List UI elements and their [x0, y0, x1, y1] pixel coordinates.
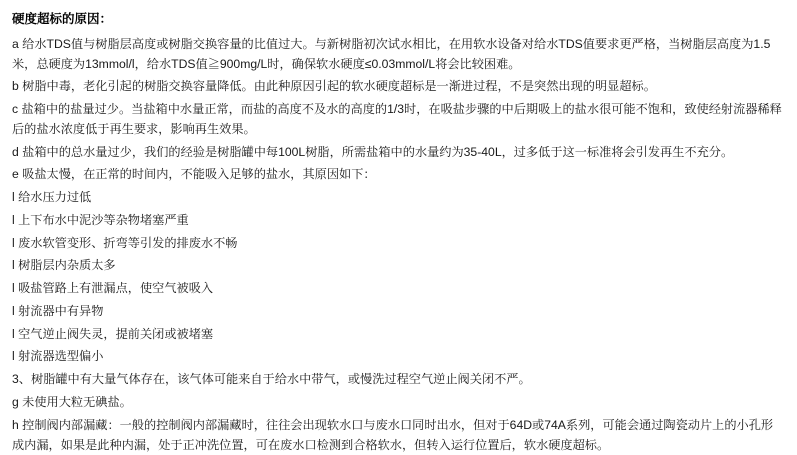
paragraph-c: c 盐箱中的盐量过少。当盐箱中水量正常，而盐的高度不及水的高度的1/3时，在吸盐步骤的中后期吸上的盐水很可能不饱和，致使经射流器稀释后的盐水浓度低于再生要求，影响再生效果。: [12, 102, 782, 136]
paragraph-b: b 树脂中毒，老化引起的树脂交换容量降低。由此种原因引起的软水硬度超标是一渐进过程，不是突然出现的明显超标。: [12, 79, 656, 94]
list-item: l 给水压力过低: [12, 190, 92, 205]
paragraph-e: e 吸盐太慢，在正常的时间内，不能吸入足够的盐水，其原因如下：: [12, 167, 376, 182]
paragraph-3: 3、树脂罐中有大量气体存在，该气体可能来自于给水中带气，或慢洗过程空气逆止阀关闭不严。: [12, 372, 531, 387]
page-title: 硬度超标的原因：: [12, 12, 113, 26]
list-item: l 废水软管变形、折弯等引发的排废水不畅: [12, 235, 238, 250]
list-item: l 吸盐管路上有泄漏点，使空气被吸入: [12, 281, 214, 296]
list-item: l 射流器中有异物: [12, 303, 104, 318]
list-item: l 上下布水中泥沙等杂物堵塞严重: [12, 212, 189, 227]
paragraph-d: d 盐箱中的总水量过少，我们的经验是树脂罐中每100L树脂，所需盐箱中的水量约为35-40L，过多低于这一标准将会引发再生不充分。: [12, 144, 734, 159]
paragraph-a: a 给水TDS值与树脂层高度或树脂交换容量的比值过大。与新树脂初次试水相比，在用软水设备对给水TDS值要求更严格，当树脂层高度为1.5米，总硬度为13mmol/l，给水TDS值≧900mg/L时，确保软水硬度≤0.03mmol/L将会比较困难。: [12, 36, 771, 71]
list-item: l 空气逆止阀失灵，提前关闭或被堵塞: [12, 326, 214, 341]
list-item: l 树脂层内杂质太多: [12, 258, 116, 273]
paragraph-g: g 未使用大粒无碘盐。: [12, 395, 132, 409]
paragraph-h: h 控制阀内部漏藏：一般的控制阀内部漏藏时，往往会出现软水口与废水口同时出水，但对于64D或74A系列，可能会通过陶瓷动片上的小孔形成内漏，如果是此种内漏，处于正冲洗位置，可在废水口检测到合格软水，但转入运行位置后，软水硬度超标。: [12, 417, 774, 452]
list-item: l 射流器选型偏小: [12, 349, 104, 364]
